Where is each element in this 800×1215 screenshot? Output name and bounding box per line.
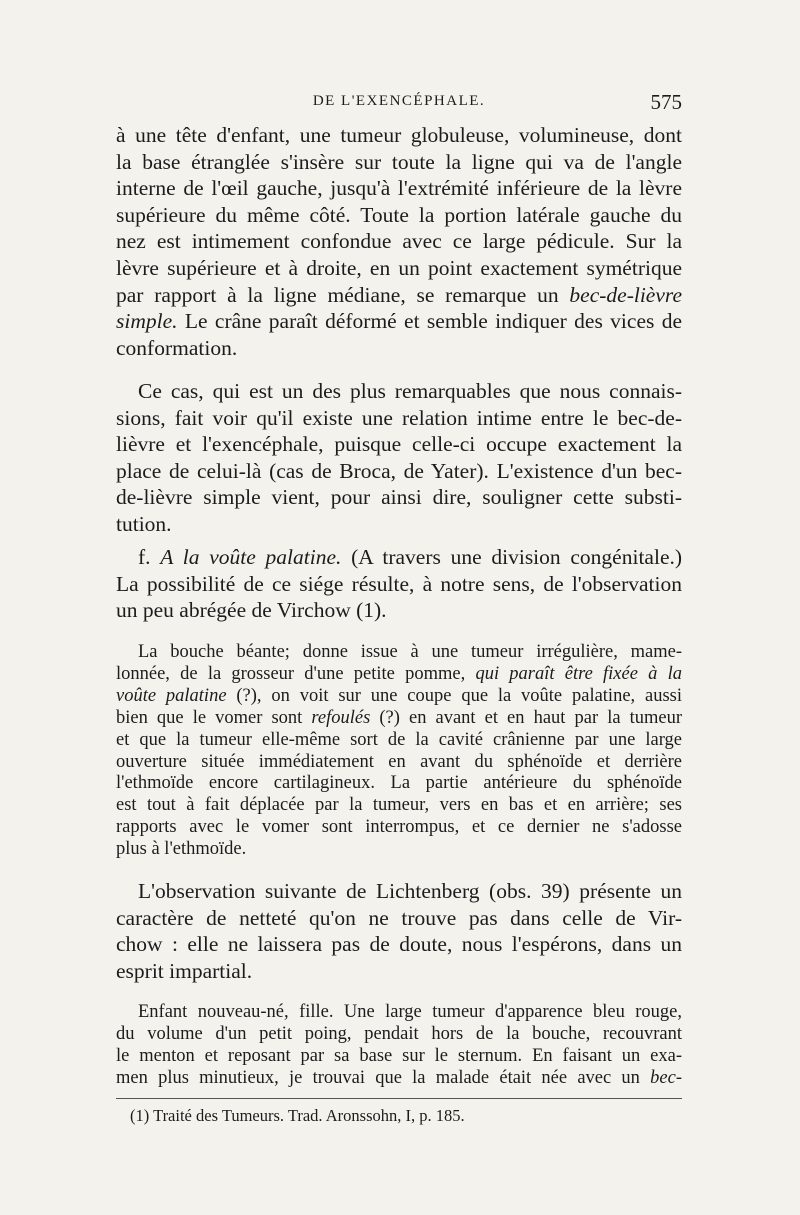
text-line: l'ethmoïde encore cartilagineux. La partie antérieure du sphénoïde <box>116 773 682 794</box>
text-line: la base étranglée s'insère sur toute la ligne qui va de l'angle <box>116 149 682 174</box>
running-head <box>116 90 682 121</box>
text-line <box>116 308 682 335</box>
text-line: est tout à fait déplacée par la tumeur, vers en bas et en arrière; ses <box>116 795 682 816</box>
text-line: un peu abrégée de Virchow (1). <box>116 598 387 623</box>
text-line: ouverture située immédiatement en avant du sphénoïde et derrière <box>116 751 682 772</box>
text-line <box>116 664 682 686</box>
text-line: place de celui-là (cas de Broca, de Yater). L'existence d'un bec- <box>116 458 682 483</box>
virchow-observation <box>116 642 682 861</box>
paragraph-1 <box>116 122 682 361</box>
text-line: Ce cas, qui est un des plus remarquables que nous connais- <box>138 379 682 403</box>
text-line <box>116 686 682 708</box>
text-line: caractère de netteté qu'on ne trouve pas dans celle de Vir- <box>116 905 682 930</box>
text-line: à une tête d'enfant, une tumeur globuleuse, volumineuse, dont <box>116 123 682 147</box>
lichtenberg-observation <box>116 1001 682 1089</box>
text-line: plus à l'ethmoïde. <box>116 839 247 860</box>
italic-word: bec- <box>650 1068 683 1088</box>
text-line: tution. <box>116 511 172 536</box>
text-fragment: (?), on voit sur une coupe que la voûte palatine, aussi <box>236 685 682 706</box>
text-line: chow : elle ne laissera pas de doute, nous l'espérons, dans un <box>116 932 682 957</box>
text-line: La bouche béante; donne issue à une tumeur irrégulière, mame- <box>138 642 682 662</box>
italic-phrase: voûte palatine <box>116 685 227 706</box>
text-line <box>116 282 682 309</box>
text-line: La possibilité de ce siége résulte, à notre sens, de l'observation <box>116 571 682 596</box>
text-fragment: par rapport à la ligne médiane, se remarque un <box>116 282 559 307</box>
text-fragment: lonnée, de la grosseur d'une petite pomme, <box>116 663 466 684</box>
text-fragment: Le crâne paraît déformé et semble indiquer des vices de <box>184 309 683 334</box>
italic-phrase: qui paraît être fixée à la <box>475 663 683 684</box>
section-title: A la voûte palatine. <box>160 545 342 569</box>
running-title: DE L'EXENCÉPHALE. <box>312 93 486 109</box>
text-line: le menton et reposant par sa base sur le sternum. En faisant un exa- <box>116 1046 682 1066</box>
text-line <box>116 1067 682 1089</box>
paragraph-5 <box>116 878 682 984</box>
text-line: de-lièvre simple vient, pour ainsi dire, souligner cette substi- <box>116 485 682 510</box>
text-fragment: (?) en avant et en haut par la tumeur <box>379 707 683 728</box>
text-line: sions, fait voir qu'il existe une relation intime entre le bec-de- <box>116 405 682 430</box>
footnote-rule <box>116 1098 682 1099</box>
text-line: nez est intimement confondue avec ce large pédicule. Sur la <box>116 229 682 254</box>
text-line <box>116 708 682 730</box>
text-line: esprit impartial. <box>116 958 253 983</box>
text-line: L'observation suivante de Lichtenberg (obs. 39) présente un <box>138 879 682 903</box>
text-line: lèvre supérieure et à droite, en un point exactement symétrique <box>116 255 682 280</box>
text-line <box>116 544 682 571</box>
text-fragment: bien que le vomer sont <box>116 707 303 728</box>
text-line: lièvre et l'exencéphale, puisque celle-ci occupe exactement la <box>116 432 682 457</box>
paragraph-2 <box>116 378 682 538</box>
text-line: supérieure du même côté. Toute la portion latérale gauche du <box>116 202 682 227</box>
text-line: Enfant nouveau-né, fille. Une large tumeur d'apparence bleu rouge, <box>138 1002 682 1022</box>
text-line: et que la tumeur elle-même sort de la cavité crânienne par une large <box>116 729 682 750</box>
text-line: conformation. <box>116 335 238 360</box>
section-label: f. <box>138 545 151 569</box>
italic-term: bec-de-lièvre <box>569 282 682 307</box>
text-fragment: (A travers une division congénitale.) <box>351 545 683 569</box>
footnote: (1) Traité des Tumeurs. Trad. Aronssohn, I, p. 185. <box>130 1106 465 1125</box>
text-fragment: men plus minutieux, je trouvai que la malade était née avec un <box>116 1068 640 1088</box>
section-f <box>116 544 682 624</box>
text-line: rapports avec le vomer sont interrompus, et ce dernier ne s'adosse <box>116 817 682 838</box>
page-number: 575 <box>650 90 682 114</box>
italic-term: simple. <box>116 309 178 334</box>
text-line: du volume d'un petit poing, pendait hors de la bouche, recouvrant <box>116 1024 682 1044</box>
italic-word: refoulés <box>311 707 371 728</box>
text-line: interne de l'œil gauche, jusqu'à l'extrémité inférieure de la lèvre <box>116 176 682 201</box>
